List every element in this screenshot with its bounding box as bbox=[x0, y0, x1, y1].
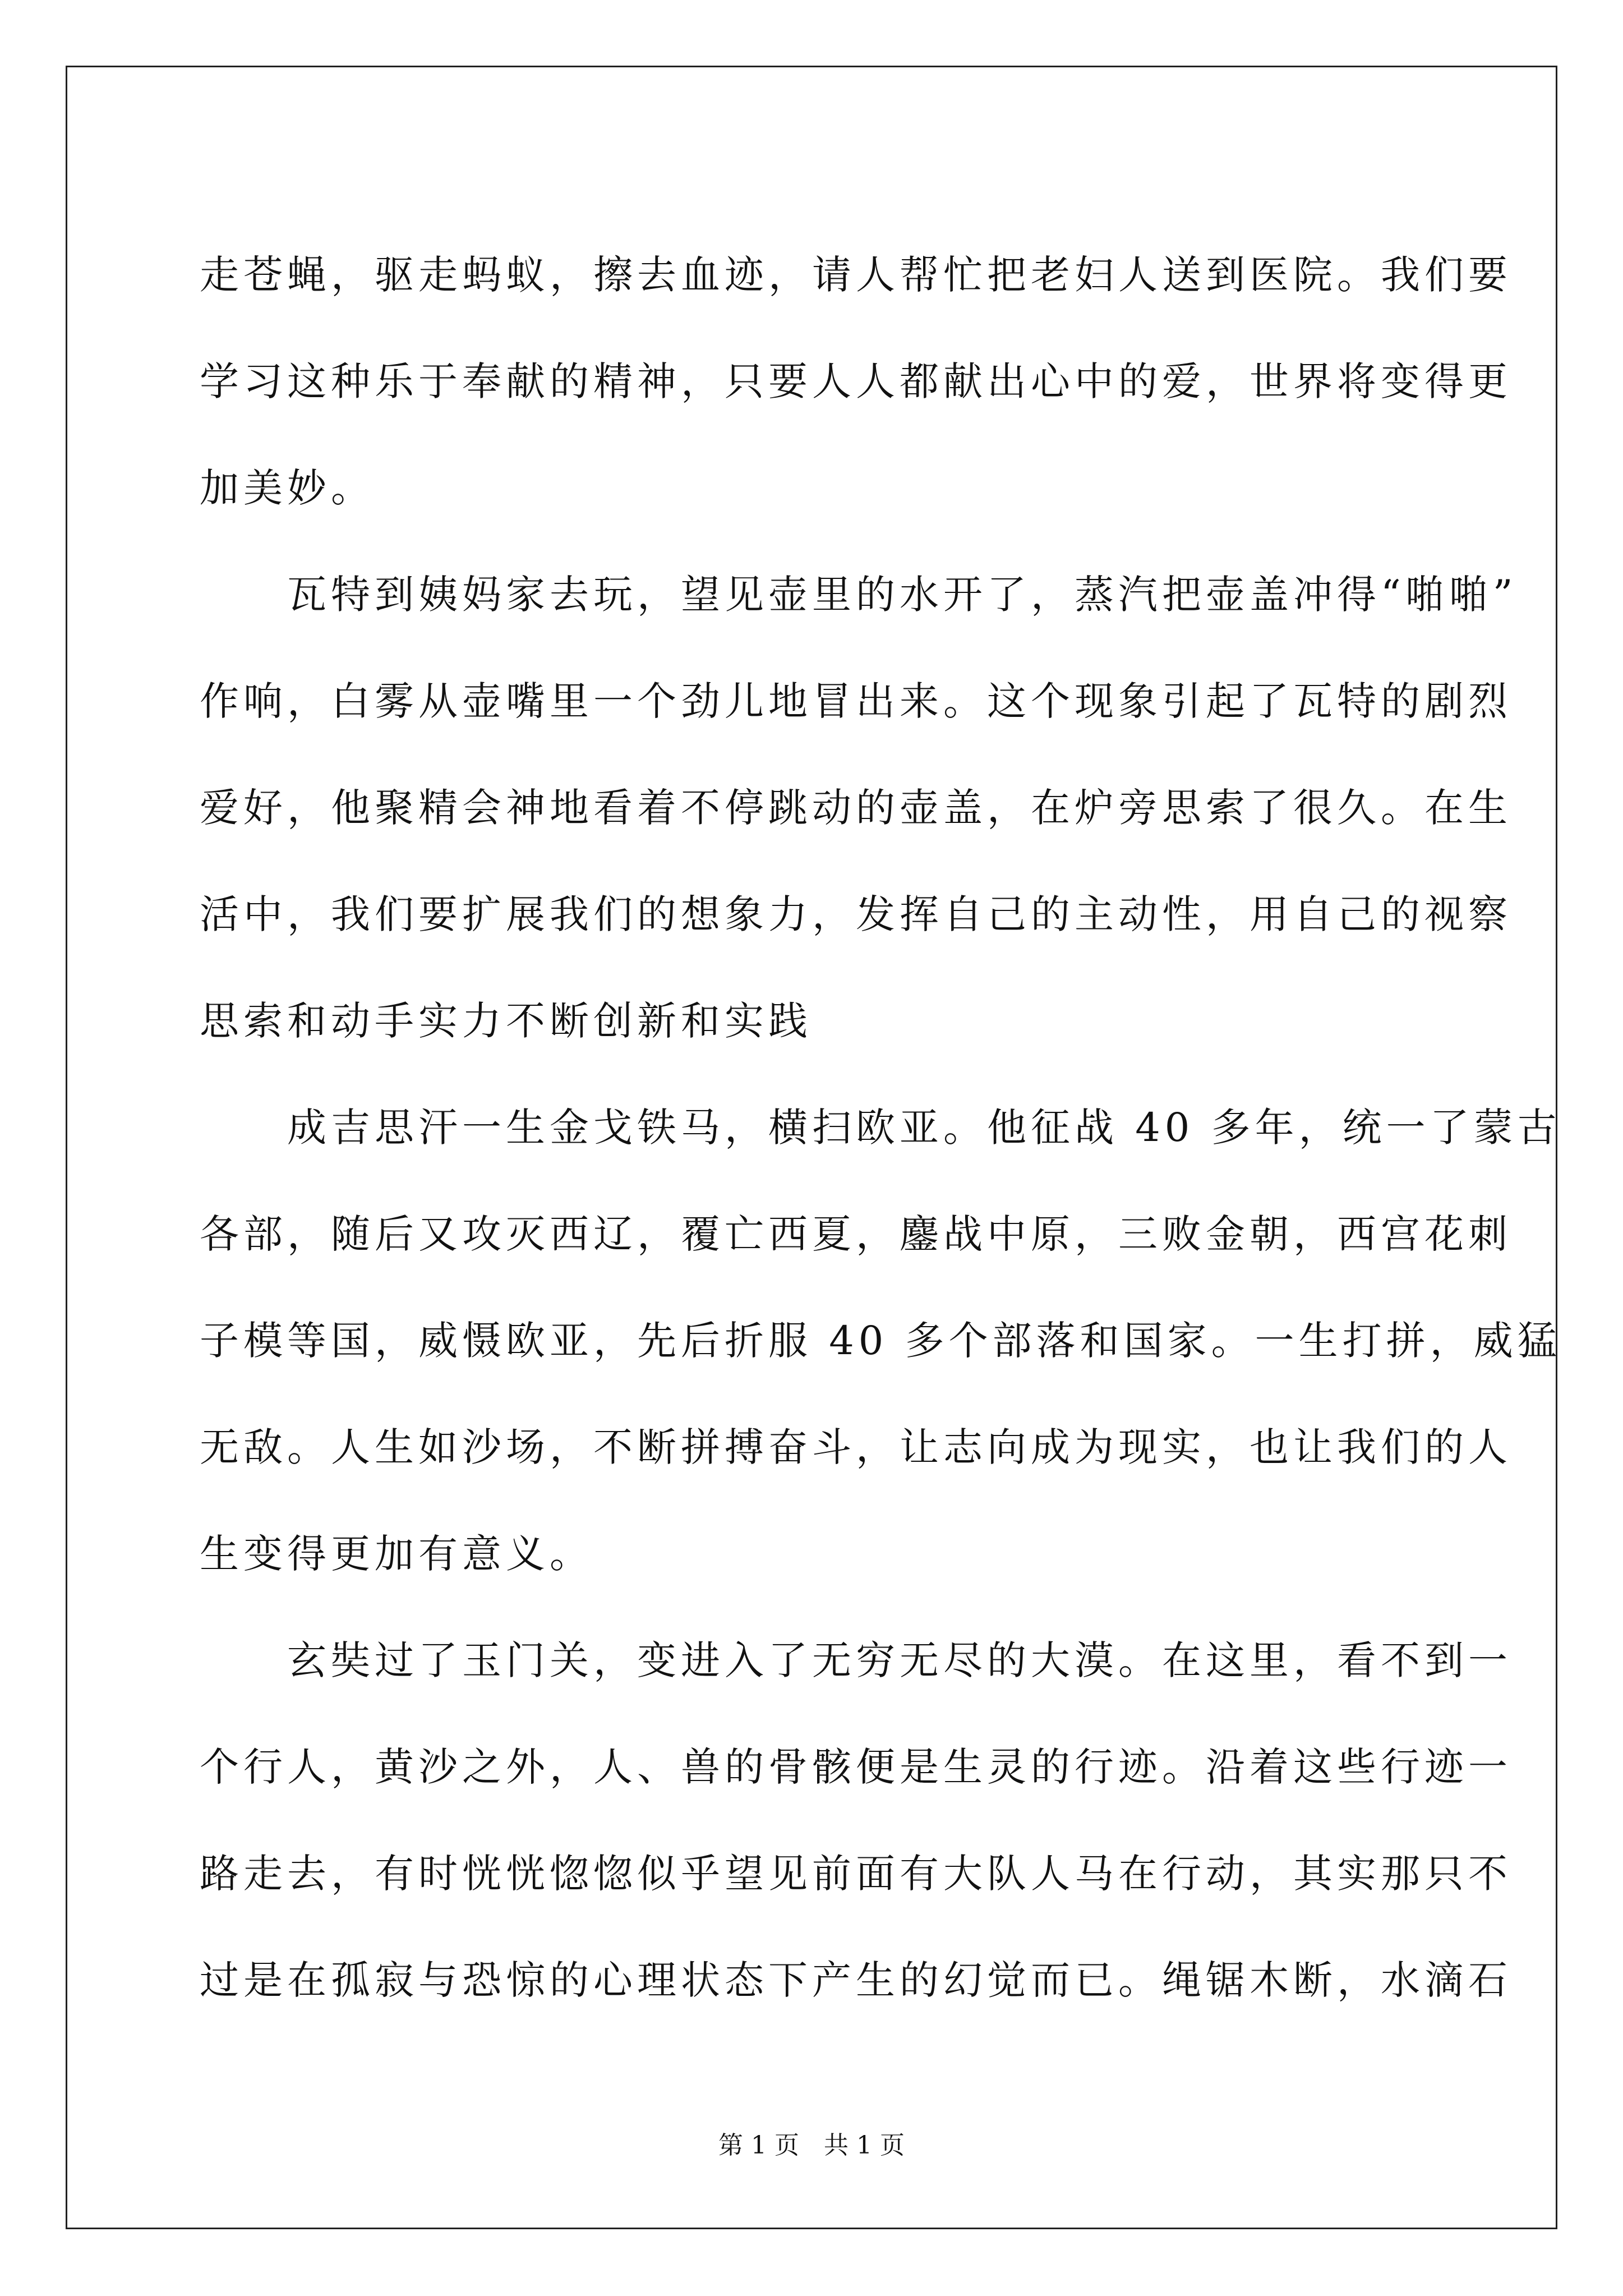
page-footer: 第 1 页 共 1 页 bbox=[718, 2131, 905, 2160]
text-line: 各部，随后又攻灭西辽，覆亡西夏，鏖战中原，三败金朝，西宫花刺 bbox=[200, 1211, 1512, 1257]
text-line: 思索和动手实力不断创新和实践 bbox=[200, 998, 812, 1044]
text-line: 爱好，他聚精会神地看着不停跳动的壶盖，在炉旁思索了很久。在生 bbox=[200, 785, 1512, 831]
text-line: 加美妙。 bbox=[200, 465, 375, 511]
text-line: 活中，我们要扩展我们的想象力，发挥自己的主动性，用自己的视察 bbox=[200, 891, 1512, 937]
text-line: 走苍蝇，驱走蚂蚁，擦去血迹，请人帮忙把老妇人送到医院。我们要 bbox=[200, 252, 1512, 298]
text-line: 过是在孤寂与恐惊的心理状态下产生的幻觉而已。绳锯木断，水滴石 bbox=[200, 1957, 1512, 2003]
text-line: 路走去，有时恍恍惚惚似乎望见前面有大队人马在行动，其实那只不 bbox=[200, 1851, 1512, 1897]
text-line: 无敌。人生如沙场，不断拼搏奋斗，让志向成为现实，也让我们的人 bbox=[200, 1424, 1512, 1470]
text-line: 作响，白雾从壶嘴里一个劲儿地冒出来。这个现象引起了瓦特的剧烈 bbox=[200, 678, 1512, 724]
text-line: 个行人，黄沙之外，人、兽的骨骸便是生灵的行迹。沿着这些行迹一 bbox=[200, 1744, 1512, 1790]
text-line: 子模等国，威慑欧亚，先后折服 40 多个部落和国家。一生打拼，威猛 bbox=[200, 1318, 1561, 1364]
text-line: 生变得更加有意义。 bbox=[200, 1531, 593, 1577]
document-body bbox=[200, 222, 1561, 2033]
text-line: 成吉思汗一生金戈铁马，横扫欧亚。他征战 40 多年，统一了蒙古 bbox=[200, 1105, 1561, 1151]
text-line: 学习这种乐于奉献的精神，只要人人都献出心中的爱，世界将变得更 bbox=[200, 358, 1512, 404]
text-line: 瓦特到姨妈家去玩，望见壶里的水开了，蒸汽把壶盖冲得“啪啪” bbox=[200, 572, 1518, 618]
text-line: 玄奘过了玉门关，变进入了无穷无尽的大漠。在这里，看不到一 bbox=[200, 1637, 1512, 1683]
